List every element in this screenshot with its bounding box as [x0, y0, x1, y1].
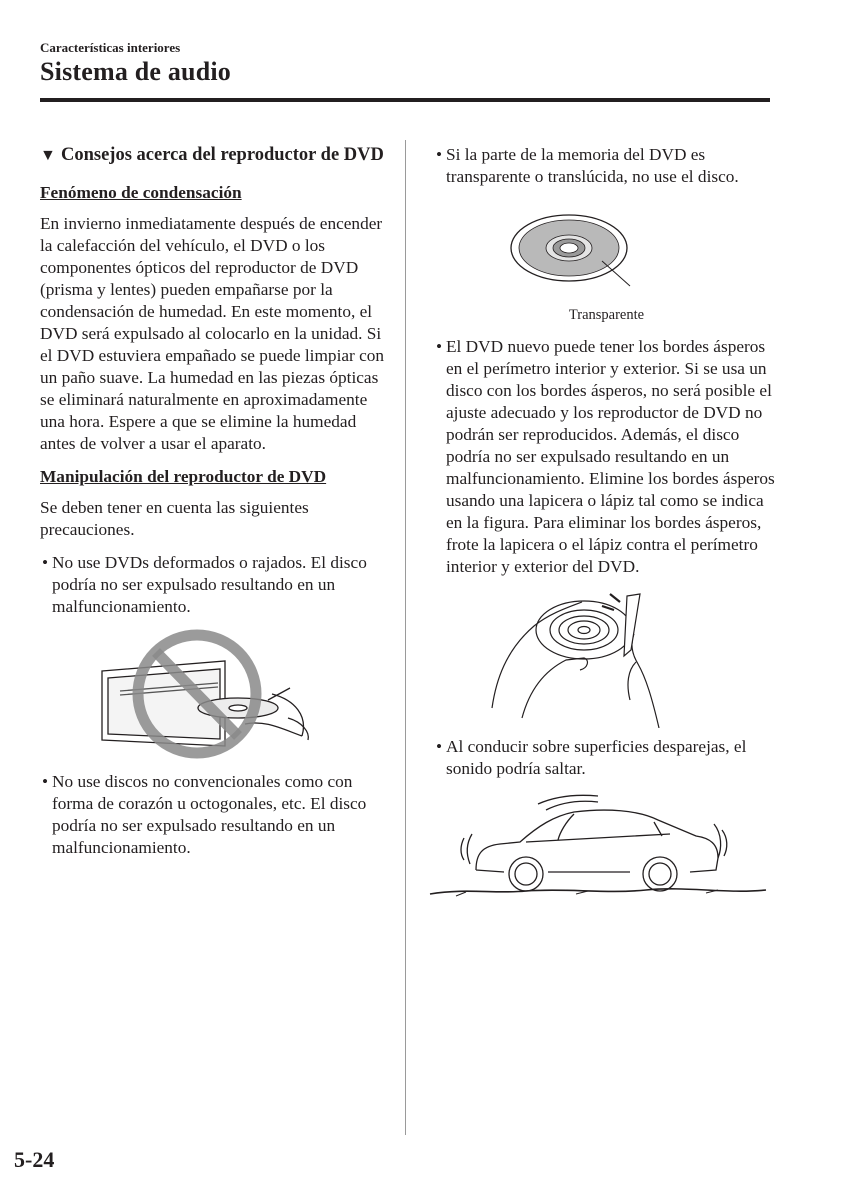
- section-heading-text: Consejos acerca del reproductor de DVD: [61, 145, 384, 165]
- title-rule: [40, 98, 770, 102]
- car-uneven-road-illustration: [426, 790, 771, 905]
- list-item: [40, 552, 385, 618]
- section-label: Características interiores: [40, 40, 181, 55]
- no-deformed-disc-illustration: [40, 628, 385, 763]
- bullet-dot: •: [42, 553, 49, 572]
- bullet-dot: •: [42, 772, 49, 791]
- bullet-dot: •: [436, 737, 443, 756]
- bullet-text: No use DVDs deformados o rajados. El disco podría no ser expulsado resultando en un malfuncionamiento.: [52, 553, 367, 616]
- bullet-text: Al conducir sobre superficies desparejas, el sonido podría saltar.: [446, 737, 747, 778]
- bullet-dot: •: [436, 337, 443, 356]
- handling-intro: Se deben tener en cuenta las siguientes precauciones.: [40, 498, 309, 539]
- section-heading: [40, 144, 385, 167]
- condensation-subheading: Fenómeno de condensación: [40, 183, 242, 202]
- page-number: 5-24: [14, 1147, 55, 1172]
- down-triangle-icon: ▼: [40, 147, 56, 164]
- remove-rough-edges-illustration: [434, 588, 779, 728]
- figure-caption: Transparente: [568, 307, 645, 323]
- list-item: [434, 736, 779, 780]
- list-item: [40, 771, 385, 859]
- list-item: [434, 144, 779, 188]
- handling-subheading: Manipulación del reproductor de DVD: [40, 467, 327, 486]
- page-title: Sistema de audio: [40, 57, 232, 86]
- bullet-dot: •: [436, 145, 443, 164]
- bullet-text: El DVD nuevo puede tener los bordes ásperos en el perímetro interior y exterior. Si se usa un disco con los bordes ásperos, no será posible el ajuste adecuado y los reproductor de DVD no podrán ser reproducidos. Además, el disco podría no ser expulsado resultando en un malfuncionamiento. Elimine los bordes ásperos usando una lapicera o lápiz tal como se indica en la figura. Para eliminar los bordes ásperos, frote la lapicera o el lápiz contra el perímetro interior y exterior del DVD.: [446, 337, 775, 576]
- right-column: [434, 144, 779, 905]
- bullet-text: Si la parte de la memoria del DVD es transparente o translúcida, no use el disco.: [446, 145, 739, 186]
- left-column: [40, 144, 385, 869]
- list-item: [434, 336, 779, 578]
- bullet-text: No use discos no convencionales como con forma de corazón u octogonales, etc. El disco podría no ser expulsado resultando en un malfuncionamiento.: [52, 772, 367, 857]
- transparent-disc-illustration: [434, 198, 779, 306]
- column-divider: [405, 140, 406, 1135]
- condensation-paragraph: En invierno inmediatamente después de encender la calefacción del vehículo, el DVD o los componentes ópticos del reproductor de DVD (prisma y lentes) pueden empañarse por la condensación de humedad. En este momento, el DVD será expulsado al colocarlo en la unidad. Si el DVD estuviera empañado se puede limpiar con un paño suave. La humedad en las piezas ópticas se eliminará naturalmente en aproximadamente una hora. Espere a que se elimine la humedad antes de volver a usar el aparato.: [40, 214, 385, 453]
